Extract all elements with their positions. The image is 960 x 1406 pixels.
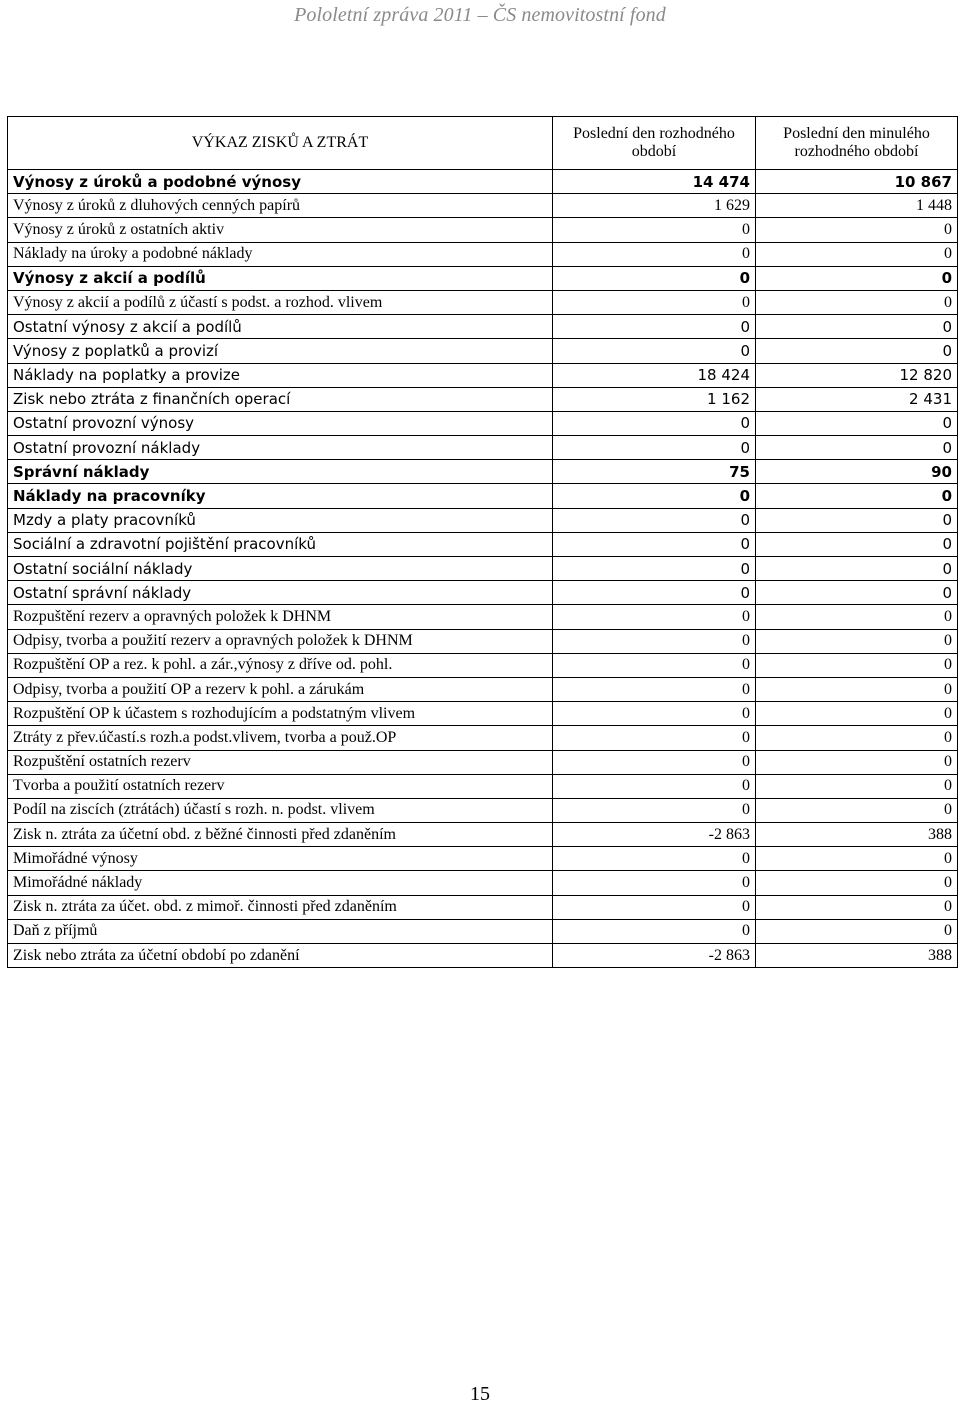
table-row [8,871,958,895]
row-value-current: 0 [553,871,756,895]
row-label: Zisk nebo ztráta za účetní období po zdanění [8,944,553,968]
row-value-previous: 0 [756,798,958,822]
column-header-previous: Poslední den minulého rozhodného období [756,117,958,170]
table-row [8,629,958,653]
table-row [8,653,958,677]
table-row [8,170,958,194]
row-value-previous: 0 [756,726,958,750]
row-value-current: 0 [553,436,756,460]
table-title: VÝKAZ ZISKŮ A ZTRÁT [8,117,553,170]
row-value-current: 0 [553,774,756,798]
row-label: Ztráty z přev.účastí.s rozh.a podst.vlivem, tvorba a použ.OP [8,726,553,750]
row-value-current: 0 [553,677,756,701]
table-row [8,194,958,218]
table-row [8,823,958,847]
row-label: Podíl na ziscích (ztrátách) účastí s rozh. n. podst. vlivem [8,798,553,822]
row-label: Odpisy, tvorba a použití rezerv a opravných položek k DHNM [8,629,553,653]
profit-loss-table [7,116,958,968]
row-value-current: 1 162 [553,387,756,411]
row-label: Daň z příjmů [8,919,553,943]
row-label: Ostatní sociální náklady [8,557,553,581]
table-row [8,290,958,314]
row-label: Mimořádné náklady [8,871,553,895]
row-value-previous: 0 [756,774,958,798]
row-value-previous: 0 [756,411,958,435]
table-row [8,750,958,774]
row-label: Mimořádné výnosy [8,847,553,871]
row-value-current: 1 629 [553,194,756,218]
row-value-previous: 0 [756,339,958,363]
row-value-previous: 0 [756,290,958,314]
row-label: Rozpuštění OP a rez. k pohl. a zár.,výnosy z dříve od. pohl. [8,653,553,677]
row-label: Zisk nebo ztráta z finančních operací [8,387,553,411]
column-header-current: Poslední den rozhodného období [553,117,756,170]
row-label: Výnosy z poplatků a provizí [8,339,553,363]
table-row [8,315,958,339]
row-value-previous: 0 [756,677,958,701]
row-value-previous: 0 [756,581,958,605]
row-value-current: 0 [553,532,756,556]
table-row [8,484,958,508]
table-row [8,847,958,871]
row-value-current: 0 [553,411,756,435]
row-value-previous: 0 [756,919,958,943]
row-value-current: -2 863 [553,823,756,847]
table-row [8,387,958,411]
row-label: Náklady na pracovníky [8,484,553,508]
row-value-current: 0 [553,508,756,532]
row-value-previous: 0 [756,629,958,653]
table-row [8,411,958,435]
row-value-current: 0 [553,218,756,242]
row-value-current: 0 [553,605,756,629]
table-row [8,436,958,460]
page-header-title: Pololetní zpráva 2011 – ČS nemovitostní fond [294,4,666,26]
row-value-previous: 0 [756,895,958,919]
table-row [8,919,958,943]
row-value-previous: 388 [756,823,958,847]
row-label: Náklady na poplatky a provize [8,363,553,387]
row-label: Ostatní provozní výnosy [8,411,553,435]
table-row [8,702,958,726]
row-label: Zisk n. ztráta za účetní obd. z běžné činnosti před zdaněním [8,823,553,847]
table-row [8,677,958,701]
row-value-previous: 10 867 [756,170,958,194]
row-label: Mzdy a platy pracovníků [8,508,553,532]
row-value-previous: 0 [756,750,958,774]
table-row [8,218,958,242]
table-row [8,774,958,798]
row-value-current: 0 [553,895,756,919]
row-value-current: 0 [553,242,756,266]
table-row [8,798,958,822]
table-row [8,460,958,484]
row-value-previous: 0 [756,653,958,677]
row-value-current: 0 [553,290,756,314]
row-value-current: 0 [553,847,756,871]
row-label: Správní náklady [8,460,553,484]
table-row [8,605,958,629]
row-value-previous: 0 [756,436,958,460]
row-value-previous: 0 [756,871,958,895]
row-value-current: 0 [553,726,756,750]
row-value-current: 0 [553,750,756,774]
row-value-current: 0 [553,266,756,290]
row-value-previous: 2 431 [756,387,958,411]
row-label: Výnosy z úroků z ostatních aktiv [8,218,553,242]
row-value-current: 0 [553,919,756,943]
row-label: Výnosy z úroků a podobné výnosy [8,170,553,194]
table-row [8,508,958,532]
row-value-current: 0 [553,557,756,581]
row-value-previous: 0 [756,702,958,726]
row-value-previous: 0 [756,242,958,266]
table-row [8,895,958,919]
table-row [8,557,958,581]
row-label: Odpisy, tvorba a použití OP a rezerv k pohl. a zárukám [8,677,553,701]
row-value-previous: 0 [756,532,958,556]
row-value-previous: 90 [756,460,958,484]
row-label: Výnosy z úroků z dluhových cenných papírů [8,194,553,218]
row-value-current: 0 [553,484,756,508]
table-row [8,339,958,363]
row-value-previous: 12 820 [756,363,958,387]
row-value-current: 75 [553,460,756,484]
row-label: Náklady na úroky a podobné náklady [8,242,553,266]
row-value-previous: 0 [756,605,958,629]
table-row [8,944,958,968]
table-body [8,170,958,968]
row-value-current: 0 [553,653,756,677]
row-label: Ostatní výnosy z akcií a podílů [8,315,553,339]
row-value-current: 0 [553,798,756,822]
row-value-current: 0 [553,581,756,605]
row-value-previous: 1 448 [756,194,958,218]
row-value-current: 0 [553,629,756,653]
row-value-previous: 0 [756,508,958,532]
row-value-previous: 0 [756,557,958,581]
row-label: Rozpuštění rezerv a opravných položek k DHNM [8,605,553,629]
row-value-current: 0 [553,339,756,363]
table-row [8,266,958,290]
row-value-previous: 388 [756,944,958,968]
row-label: Rozpuštění ostatních rezerv [8,750,553,774]
table-row [8,363,958,387]
row-value-current: 0 [553,315,756,339]
row-value-previous: 0 [756,218,958,242]
row-label: Tvorba a použití ostatních rezerv [8,774,553,798]
row-label: Rozpuštění OP k účastem s rozhodujícím a podstatným vlivem [8,702,553,726]
row-value-previous: 0 [756,266,958,290]
page-number: 15 [470,1383,490,1405]
table-row [8,242,958,266]
table-header-row [8,117,958,170]
row-label: Zisk n. ztráta za účet. obd. z mimoř. činnosti před zdaněním [8,895,553,919]
row-label: Sociální a zdravotní pojištění pracovníků [8,532,553,556]
row-value-current: 18 424 [553,363,756,387]
row-label: Ostatní provozní náklady [8,436,553,460]
row-label: Výnosy z akcií a podílů [8,266,553,290]
row-label: Výnosy z akcií a podílů z účastí s podst. a rozhod. vlivem [8,290,553,314]
row-value-previous: 0 [756,484,958,508]
table-row [8,532,958,556]
row-value-current: 14 474 [553,170,756,194]
row-value-previous: 0 [756,315,958,339]
table-row [8,726,958,750]
row-value-previous: 0 [756,847,958,871]
row-value-current: -2 863 [553,944,756,968]
row-value-current: 0 [553,702,756,726]
table-row [8,581,958,605]
row-label: Ostatní správní náklady [8,581,553,605]
